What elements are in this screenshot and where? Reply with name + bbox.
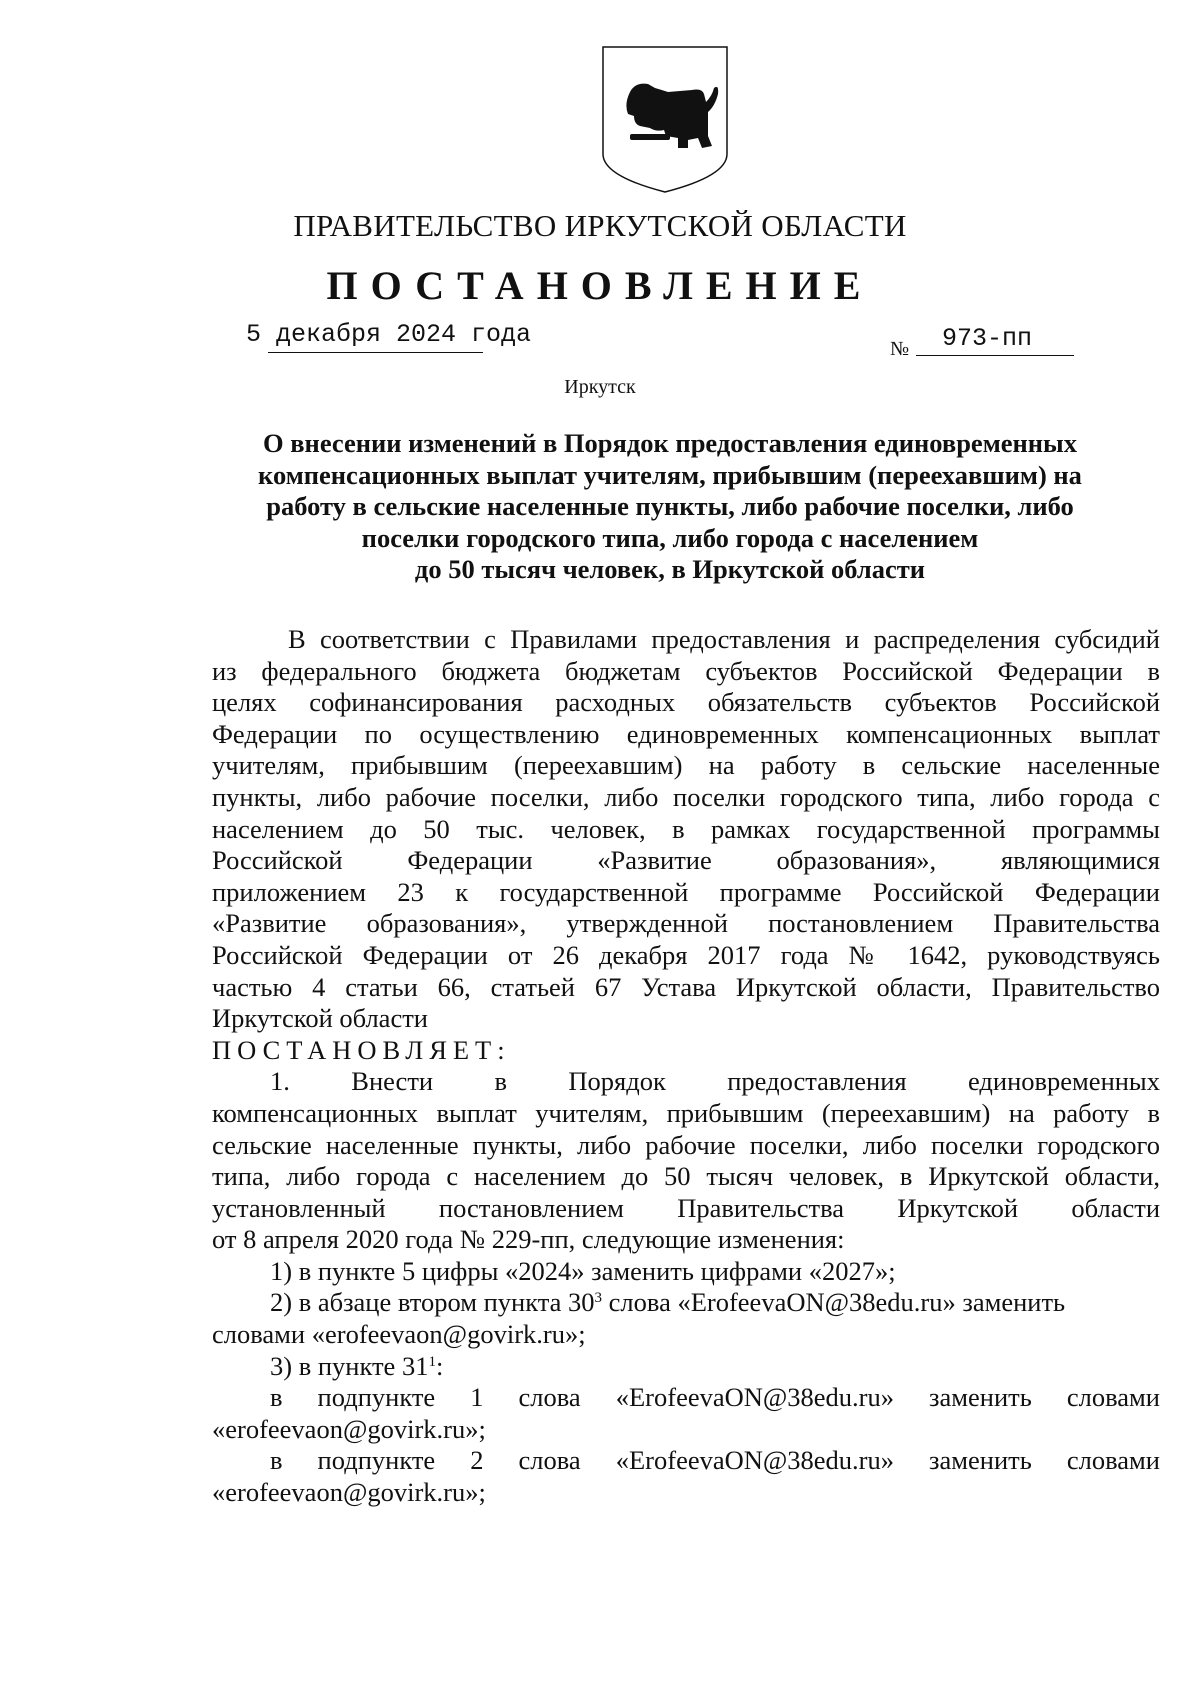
preamble-line: Российской Федерации «Развитие образования», являющимися — [212, 845, 1160, 876]
item-line: компенсационных выплат учителям, прибывшим (переехавшим) на работу в — [212, 1097, 1160, 1128]
change-1: 1) в пункте 5 цифры «2024» заменить цифрами «2027»; — [270, 1255, 896, 1286]
change-3-text-end: : — [435, 1350, 444, 1381]
preamble-line: учителям, прибывшим (переехавшим) на работу в сельские населенные — [212, 750, 1160, 781]
preamble-line: частью 4 статьи 66, статьей 67 Устава Иркутской области, Правительство — [212, 971, 1160, 1002]
change-3-superscript: 1 — [428, 1353, 436, 1370]
subject-line: до 50 тысяч человек, в Иркутской области — [414, 554, 926, 584]
document-number: 973-пп — [942, 324, 1033, 353]
item-line: 1. Внести в Порядок предоставления единовременных — [270, 1066, 1160, 1097]
subitem-1-continuation: «erofeevaon@govirk.ru»; — [212, 1413, 486, 1444]
resolves-heading: ПОСТАНОВЛЯЕТ: — [212, 1034, 511, 1065]
preamble-line: населением до 50 тыс. человек, в рамках государственной программы — [212, 813, 1160, 844]
preamble-line: из федерального бюджета бюджетам субъектов Российской Федерации в — [212, 655, 1160, 686]
change-3-text: 3) в пункте 31 — [270, 1350, 429, 1381]
city-name: Иркутск — [564, 376, 636, 398]
subject-line: О внесении изменений в Порядок предоставления единовременных — [263, 428, 1077, 458]
change-3 — [212, 1351, 1160, 1383]
subject-line: работу в сельские населенные пункты, либо рабочие поселки, либо — [266, 491, 1074, 521]
preamble-line: целях софинансирования расходных обязательств субъектов Российской — [212, 687, 1160, 718]
item-line: от 8 апреля 2020 года № 229-пп, следующие изменения: — [212, 1224, 845, 1255]
preamble-line: В соответствии с Правилами предоставления и распределения субсидий — [288, 624, 1160, 654]
preamble-line: Федерации по осуществлению единовременных компенсационных выплат — [212, 718, 1160, 749]
item-line: установленный постановлением Правительства Иркутской области — [212, 1192, 1160, 1223]
date-underline — [268, 352, 483, 353]
subject-line: компенсационных выплат учителям, прибывшим (переехавшим) на — [258, 459, 1082, 490]
item-line: сельские населенные пункты, либо рабочие поселки, либо поселки городского — [212, 1129, 1160, 1160]
subitem-1: в подпункте 1 слова «ErofeevaON@38edu.ru» заменить словами — [270, 1382, 1160, 1413]
irkutsk-coat-of-arms-icon — [600, 44, 730, 194]
document-date: 5 декабря 2024 года — [246, 320, 532, 349]
number-sign: № — [890, 338, 910, 360]
change-2-continuation: словами «erofeevaon@govirk.ru»; — [212, 1319, 586, 1350]
change-2 — [212, 1287, 1160, 1319]
document-body — [212, 624, 1160, 1509]
preamble-line: приложением 23 к государственной программе Российской Федерации — [212, 876, 1160, 907]
item-line: типа, либо города с населением до 50 тысяч человек, в Иркутской области, — [212, 1161, 1160, 1192]
preamble-line: пункты, либо рабочие поселки, либо поселки городского типа, либо города с — [212, 781, 1160, 812]
change-2-superscript: 3 — [594, 1290, 603, 1307]
subitem-2-continuation: «erofeevaon@govirk.ru»; — [212, 1477, 486, 1508]
subject-line: поселки городского типа, либо города с населением — [361, 522, 979, 553]
change-2-text-end: слова «ErofeevaON@38edu.ru» заменить — [602, 1287, 1066, 1318]
change-2-text: 2) в абзаце втором пункта 30 — [270, 1287, 595, 1318]
number-underline — [916, 355, 1074, 356]
emblem-babr-figure — [626, 84, 718, 148]
document-type: ПОСТАНОВЛЕНИЕ — [326, 263, 874, 308]
subitem-2: в подпункте 2 слова «ErofeevaON@38edu.ru» заменить словами — [270, 1445, 1160, 1476]
document-subject — [200, 428, 1140, 586]
preamble-line: Иркутской области — [212, 1003, 428, 1034]
preamble-line: Российской Федерации от 26 декабря 2017 года № 1642, руководствуясь — [212, 939, 1160, 970]
preamble-line: «Развитие образования», утвержденной постановлением Правительства — [212, 908, 1160, 939]
government-title: ПРАВИТЕЛЬСТВО ИРКУТСКОЙ ОБЛАСТИ — [293, 208, 907, 243]
